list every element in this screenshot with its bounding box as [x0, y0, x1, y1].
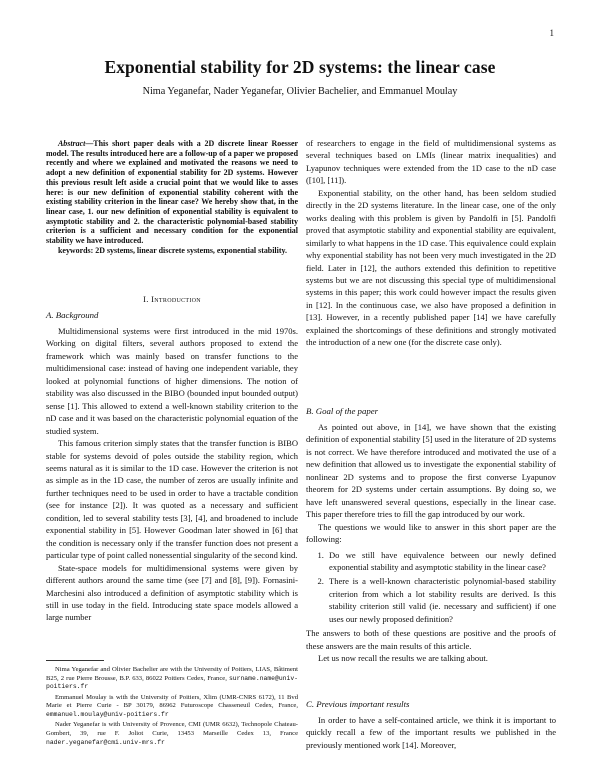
subsection-heading-goal: B. Goal of the paper	[306, 406, 379, 416]
paragraph: In order to have a self-contained article, we think it is important to quickly recall a few of the important results we published in the previously mentioned work [14]. Moreover,	[306, 715, 556, 750]
footnotes	[46, 666, 298, 749]
footnote: Nader Yeganefar is with University of Provence, CMI (UMR 6632), Technopole Chateau-Gombert, 39, rue F. Joliot Curie, 13453 Marseille Cedex 13, France nader.yeganefar@cmi.univ-mrs.fr	[46, 721, 298, 746]
footnote: Emmanuel Moulay is with the University of Poitiers, Xlim (UMR-CNRS 6172), 11 Bvd Marie et Pierre Curie - BP 30179, 86962 Futuroscope Chasseneuil Cedex, France, emmanuel.moulay@univ-poitiers.fr	[46, 693, 298, 719]
paragraph: Exponential stability, on the other hand, has been seldom studied directly in the 2D systems literature. In the linear case, one of the only works dealing with this problem is given by Pandolfi in [5]. Pandolfi proved that asymptotic stability and exponential stability are equivalent, similarly to what happens in the 1D case. This equivalence could explain why exponential stability has not been very much investigated in the 2D field. Later in [12], the authors extended this definition to repetitive systems but we are not discussing this special type of multidimensional systems in this paper; this work could however impact the results given in [12]. In the continuous case, we also have proposed a definition in [13]. However, in a recently published paper [14] we have carefully explained the shortcomings of these definitions and strongly motivated the introduction of a new one (for the discrete case only).	[306, 187, 556, 348]
footnote: Nima Yeganefar and Olivier Bachelier are with the University of Poitiers, LIAS, Bâtiment B25, 2 rue Pierre Brousse, B.P. 633, 86022 Poitiers Cedex, France, surname.name@univ-poitiers.fr	[46, 666, 298, 691]
background-text	[46, 325, 298, 624]
paragraph: State-space models for multidimensional systems were given by different authors around the same time (see [7] and [8], [9]). Fornasini-Marchesini also introduced a definition of asymptotic stability which is still in use today in the field. Introducing state space models allowed a large number	[46, 562, 298, 623]
paragraph: The answers to both of these questions are positive and the proofs of these answers are the main results of this article.	[306, 628, 556, 651]
intro-continuation	[306, 137, 556, 349]
abstract-label: Abstract	[58, 139, 86, 148]
list-item: 2. There is a well-known characteristic polynomial-based stability criterion from which a lot stability results are derived. Is this stability criterion still valid (ie. necessary and sufficient) if one uses our newly proposed definition?	[326, 575, 556, 625]
paper-title: Exponential stability for 2D systems: the linear case	[104, 57, 496, 77]
paragraph: The questions we would like to answer in this short paper are the following:	[306, 521, 556, 545]
paragraph: As pointed out above, in [14], we have shown that the existing definition of exponential stability [5] used in the literature of 2D systems is not correct. We have therefore introduced and motivated the use of a new definition that allowed us to investigate the exponential stability of nonlinear 2D systems and to propose the first converse Lyapunov theorem for 2D systems under certain assumptions. By doing so, we have left unanswered several questions, especially in the linear case. This paper therefore tries to fill the gap introduced by our work.	[306, 422, 556, 520]
keywords: keywords: 2D systems, linear discrete systems, exponential stability.	[58, 245, 288, 255]
paragraph: Let us now recall the results we are talking about.	[318, 653, 488, 664]
section-heading-introduction	[46, 294, 298, 304]
question-list	[306, 549, 556, 626]
list-item: 1. Do we still have equivalence between our newly defined exponential stability and asymptotic stability in the linear case?	[326, 549, 556, 574]
abstract	[46, 139, 298, 255]
section-title: Introduction	[151, 294, 201, 304]
paragraph: Multidimensional systems were first introduced in the mid 1970s. Working on digital filters, several authors proposed to extend the framework which was mainly based on transfer functions to the multidimensional case: instead of having one independent variable, they looked at polynomial functions of higher dimensions. The notion of stability was also discussed in the BIBO (bounded input bounded output) sense [1]. This allowed to extend a well-known stability criterion to the nD case and it was based on the characteristic polynomial equation of the studied system.	[46, 326, 298, 436]
subsection-heading-previous-results: C. Previous important results	[306, 699, 410, 709]
abstract-text: —This short paper deals with a 2D discrete linear Roesser model. The results introduced here are a follow-up of a paper we proposed recently and where we explained and motivated the reasons we need to adopt a new definition of exponential stability for 2D systems. However this previous result left aside a crucial point that we would like to asses here: is our new definition of exponential stability coherent with the existing stability criterion in the linear case? We hereby show that, in the linear case, 1. our new definition of exponential stability is equivalent to asymptotic stability and 2. the characteristic polynomial-based stability criterion is a sufficient and necessary condition for the exponential stability we have introduced.	[46, 139, 298, 246]
section-number: I.	[143, 294, 149, 304]
goal-text	[306, 421, 556, 665]
author-list: Nima Yeganefar, Nader Yeganefar, Olivier Bachelier, and Emmanuel Moulay	[142, 86, 458, 97]
paragraph: This famous criterion simply states that the transfer function is BIBO stable for systems devoid of poles outside the stability region, which seems natural as it is similar to the 1D case. However the criterion is not as simple as in the 1D case, the number of zeros are usually infinite and further techniques need to be used in order to have a tractable condition (see for instance [2]). It was quoted as a necessary and sufficient condition, led to several stability tests [3], [4], and broadened to include exponential stability in [5]. However Goodman later showed in [6] that the condition is necessary only if the transfer function does not present a particular type of point called nonessential singularity of the second kind.	[46, 438, 298, 561]
footnote-rule	[46, 660, 104, 661]
page-number: 1	[549, 28, 554, 38]
previous-results-text	[306, 714, 556, 751]
subsection-heading-background: A. Background	[46, 310, 99, 320]
paragraph: of researchers to engage in the field of multidimensional systems as several techniques based on LMIs (linear matrix inequalities) and Lyapunov techniques were extended from the 1D case to the nD case ([10], [11]).	[306, 138, 556, 186]
